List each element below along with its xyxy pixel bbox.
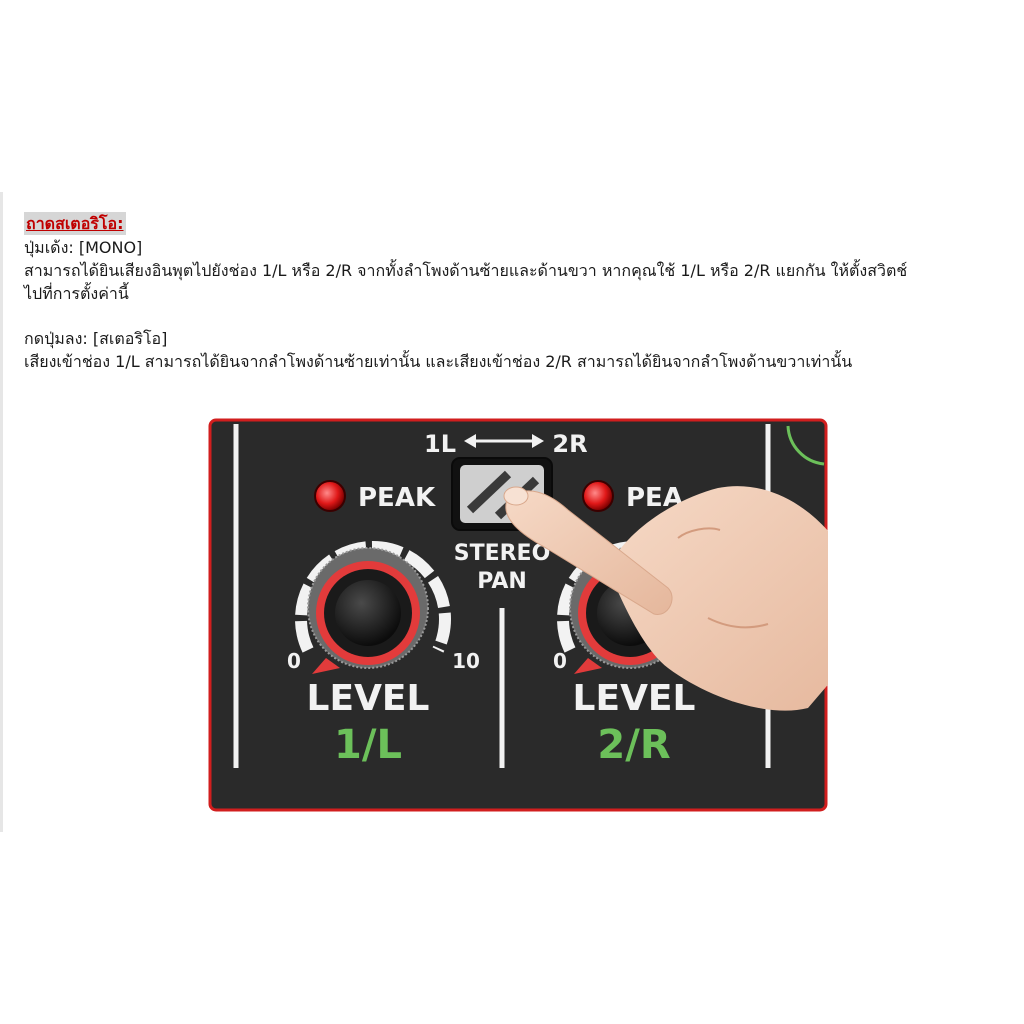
switch-label-pan: PAN <box>477 569 527 594</box>
ch1-max-label: 10 <box>452 649 480 673</box>
ch1-peak-label: PEAK <box>358 483 436 513</box>
ch2-min-label: 0 <box>553 649 567 673</box>
released-description-line1: สามารถได้ยินเสียงอินพุตไปยังช่อง 1/L หรือ 2/R จากทั้งลำโพงด้านซ้ายและด้านขวา หากคุณใช้ 1/L หรือ 2/R แยกกัน ให้ตั้งสวิตช์ <box>24 261 908 280</box>
mixer-panel-photo <box>208 418 828 812</box>
ch1-level-label: LEVEL <box>306 678 430 719</box>
pressed-state-label: กดปุ่มลง: [สเตอริโอ] <box>24 329 168 348</box>
mixer-panel-illustration <box>208 418 828 812</box>
pan-label-right: 2R <box>552 430 588 458</box>
ch2-channel-label: 2/R <box>597 722 671 768</box>
ch2-peak-led <box>583 481 613 511</box>
description-block <box>24 212 1014 373</box>
ch2-level-label: LEVEL <box>572 678 696 719</box>
ch1-peak-led <box>315 481 345 511</box>
section-heading: ถาดสเตอริโอ: <box>26 214 124 233</box>
left-border-rule <box>0 192 3 832</box>
released-state-label: ปุ่มเด้ง: [MONO] <box>24 238 143 257</box>
pressed-description: เสียงเข้าช่อง 1/L สามารถได้ยินจากลำโพงด้านซ้ายเท่านั้น และเสียงเข้าช่อง 2/R สามารถได้ยินจากลำโพงด้านขวาเท่านั้น <box>24 352 853 371</box>
ch2-peak-label: PEA <box>626 483 683 513</box>
switch-label-stereo: STEREO <box>453 541 551 566</box>
released-description-line2: ไปที่การตั้งค่านี้ <box>24 284 129 303</box>
pan-label-left: 1L <box>424 430 456 458</box>
ch1-min-label: 0 <box>287 649 301 673</box>
ch1-channel-label: 1/L <box>334 722 402 768</box>
